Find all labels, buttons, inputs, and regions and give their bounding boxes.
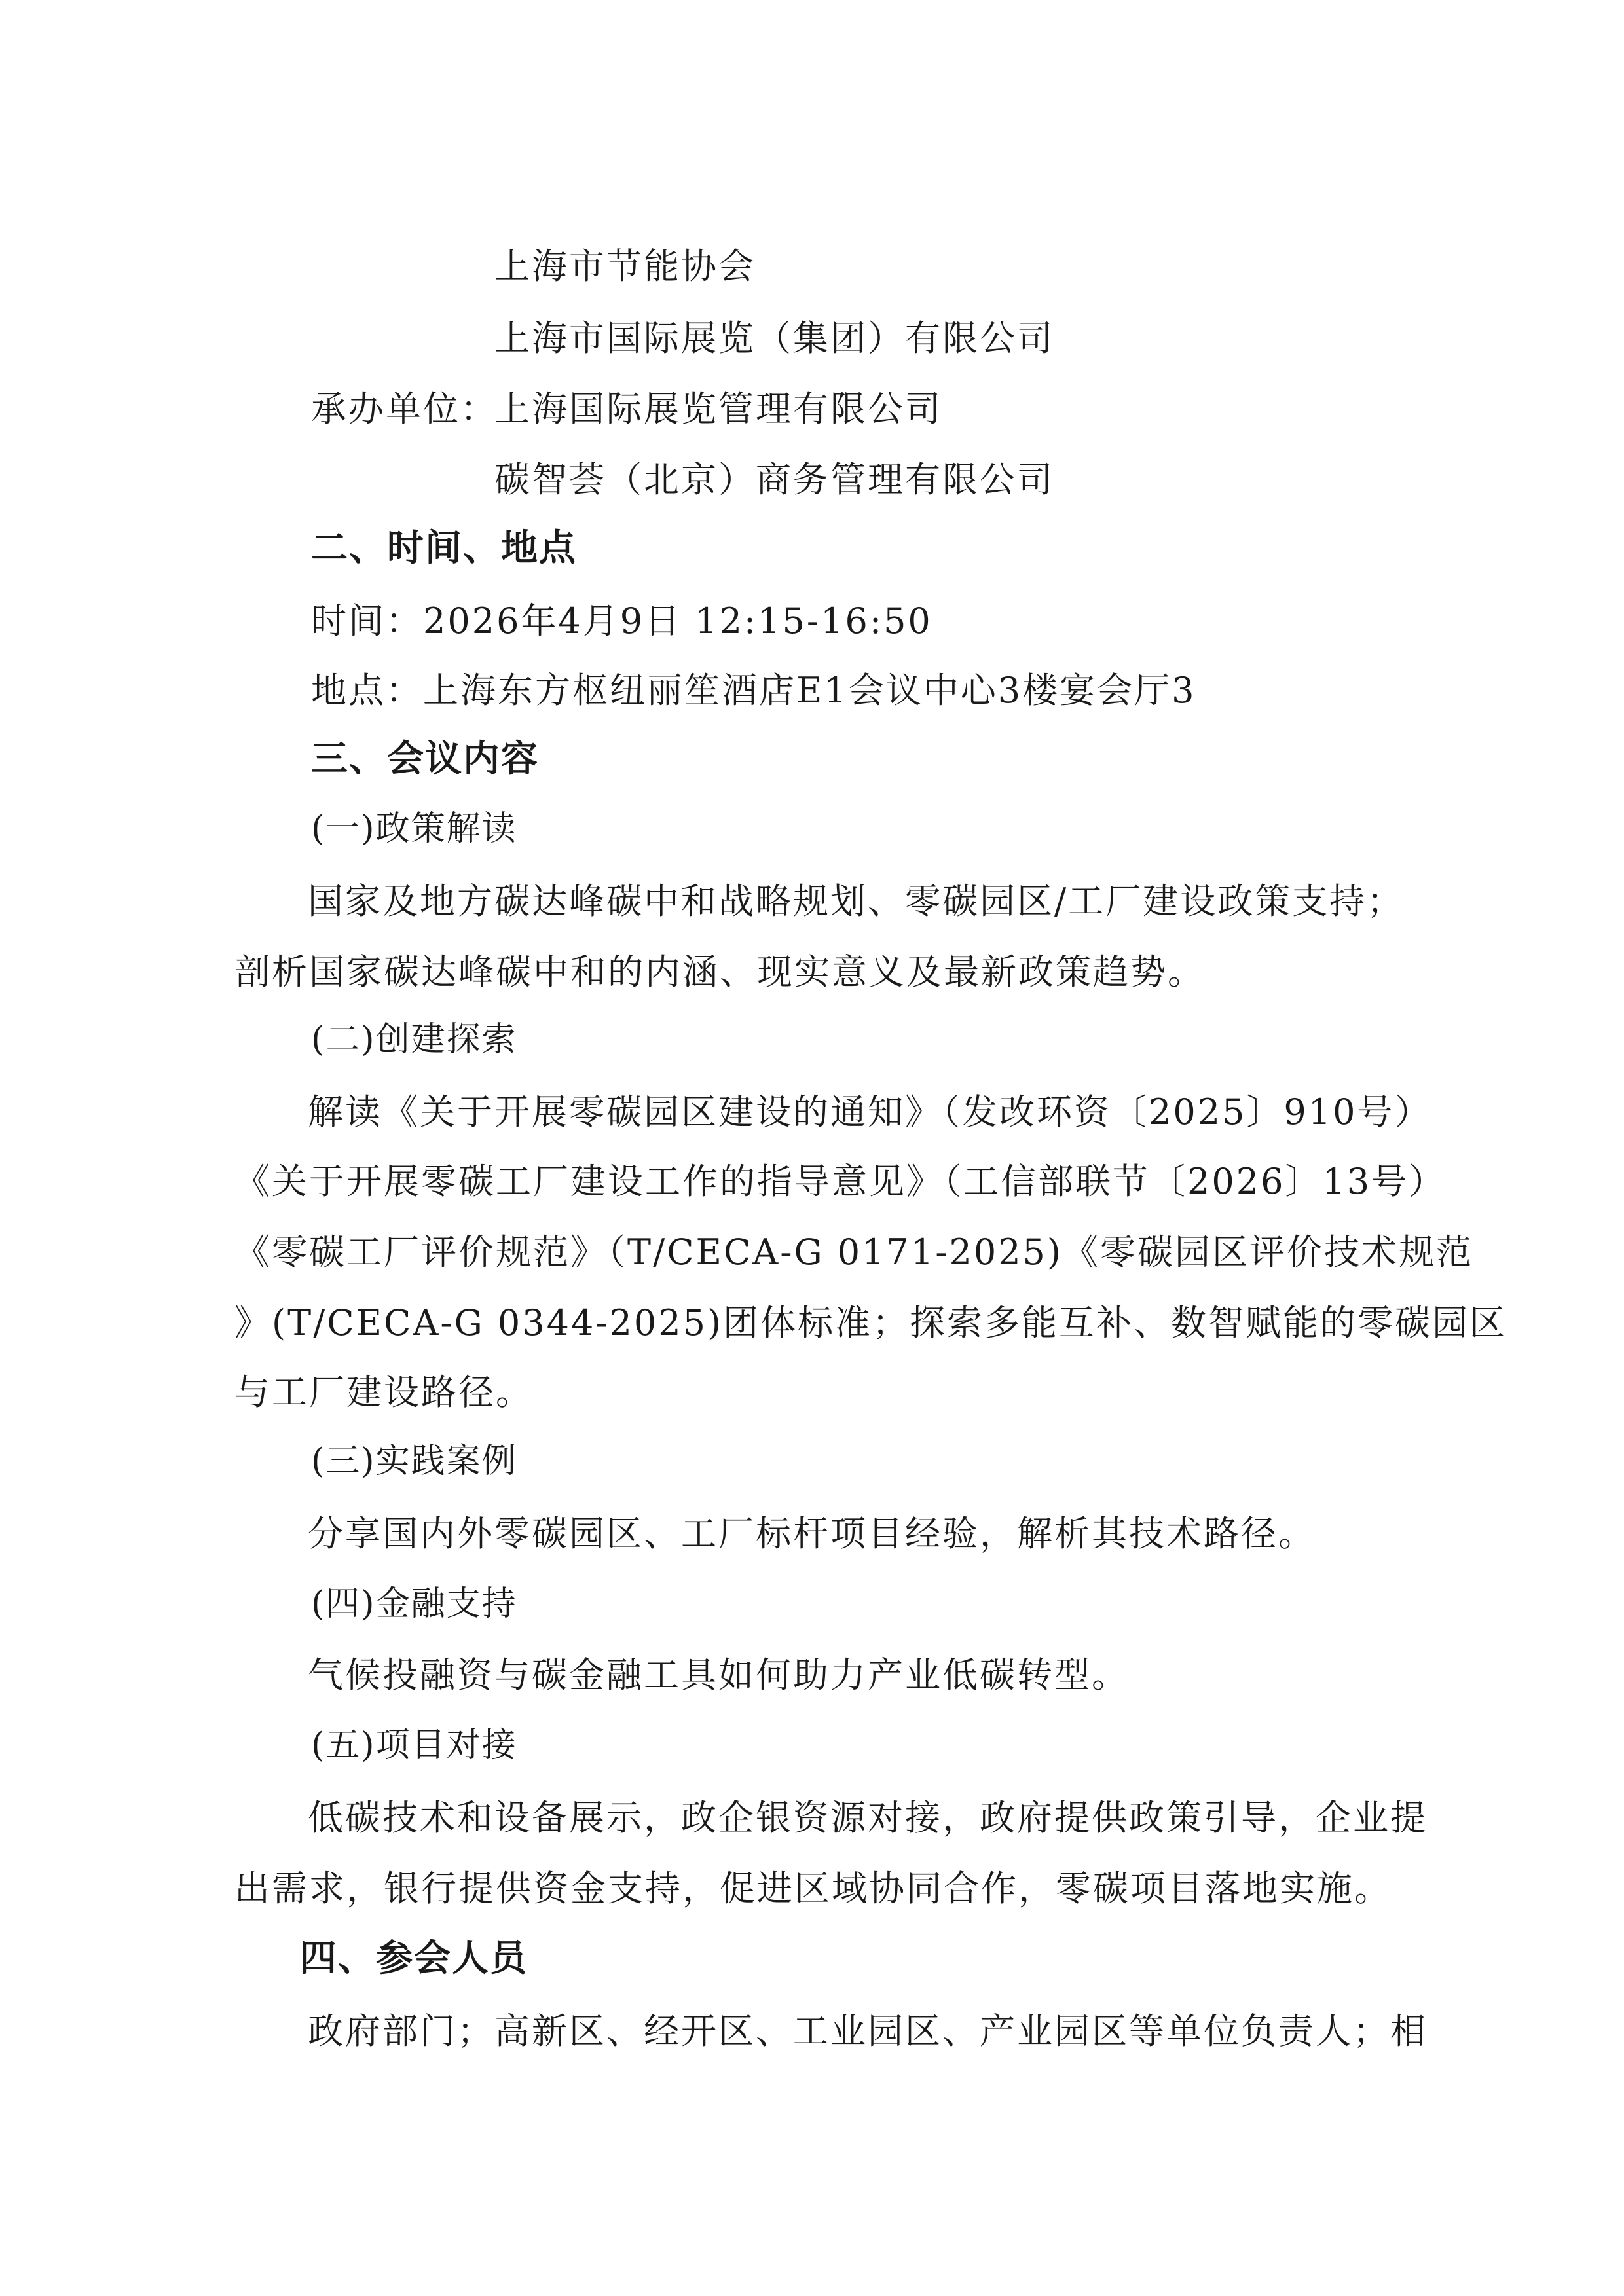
- paragraph-line: 分享国内外零碳园区、工厂标杆项目经验，解析其技术路径。: [308, 1513, 1316, 1554]
- paragraph-line: 低碳技术和设备展示，政企银资源对接，政府提供政策引导，企业提: [308, 1797, 1428, 1838]
- section-heading: 三、会议内容: [311, 738, 539, 780]
- paragraph-line: 解读《关于开展零碳园区建设的通知》（发改环资〔2025〕910号）: [308, 1091, 1432, 1133]
- organizer-line: 上海市国际展览（集团）有限公司: [494, 318, 1054, 359]
- paragraph-line: 》(T/CECA-G 0344-2025)团体标准；探索多能互补、数智赋能的零碳园区: [234, 1302, 1507, 1343]
- subsection-heading: (三)实践案例: [311, 1442, 517, 1481]
- place-line: 地点：上海东方枢纽丽笙酒店E1会议中心3楼宴会厅3: [311, 670, 1196, 711]
- paragraph-line: 剖析国家碳达峰碳中和的内涵、现实意义及最新政策趋势。: [234, 951, 1205, 993]
- paragraph-line: 《关于开展零碳工厂建设工作的指导意见》（工信部联节〔2026〕13号）: [234, 1161, 1447, 1202]
- subsection-heading: (二)创建探索: [311, 1020, 517, 1059]
- paragraph-line: 与工厂建设路径。: [234, 1372, 533, 1413]
- organizer-line: 上海市节能协会: [494, 246, 756, 287]
- co-organizer-line: 上海国际展览管理有限公司: [494, 388, 942, 429]
- paragraph-line: 政府部门；高新区、经开区、工业园区、产业园区等单位负责人；相: [308, 2011, 1428, 2052]
- co-organizer-label: 承办单位：: [311, 388, 498, 429]
- co-organizer-line: 碳智荟（北京）商务管理有限公司: [494, 459, 1054, 500]
- section-heading: 四、参会人员: [300, 1937, 528, 1980]
- paragraph-line: 《零碳工厂评价规范》（T/CECA-G 0171-2025)《零碳园区评价技术规范: [234, 1231, 1473, 1273]
- subsection-heading: (四)金融支持: [311, 1584, 517, 1624]
- time-line: 时间：2026年4月9日 12:15-16:50: [311, 600, 932, 642]
- subsection-heading: (一)政策解读: [311, 809, 517, 848]
- section-heading: 二、时间、地点: [311, 527, 577, 570]
- paragraph-line: 国家及地方碳达峰碳中和战略规划、零碳园区/工厂建设政策支持；: [308, 881, 1405, 922]
- subsection-heading: (五)项目对接: [311, 1726, 517, 1765]
- paragraph-line: 气候投融资与碳金融工具如何助力产业低碳转型。: [308, 1654, 1129, 1696]
- paragraph-line: 出需求，银行提供资金支持，促进区域协同合作，零碳项目落地实施。: [234, 1868, 1392, 1909]
